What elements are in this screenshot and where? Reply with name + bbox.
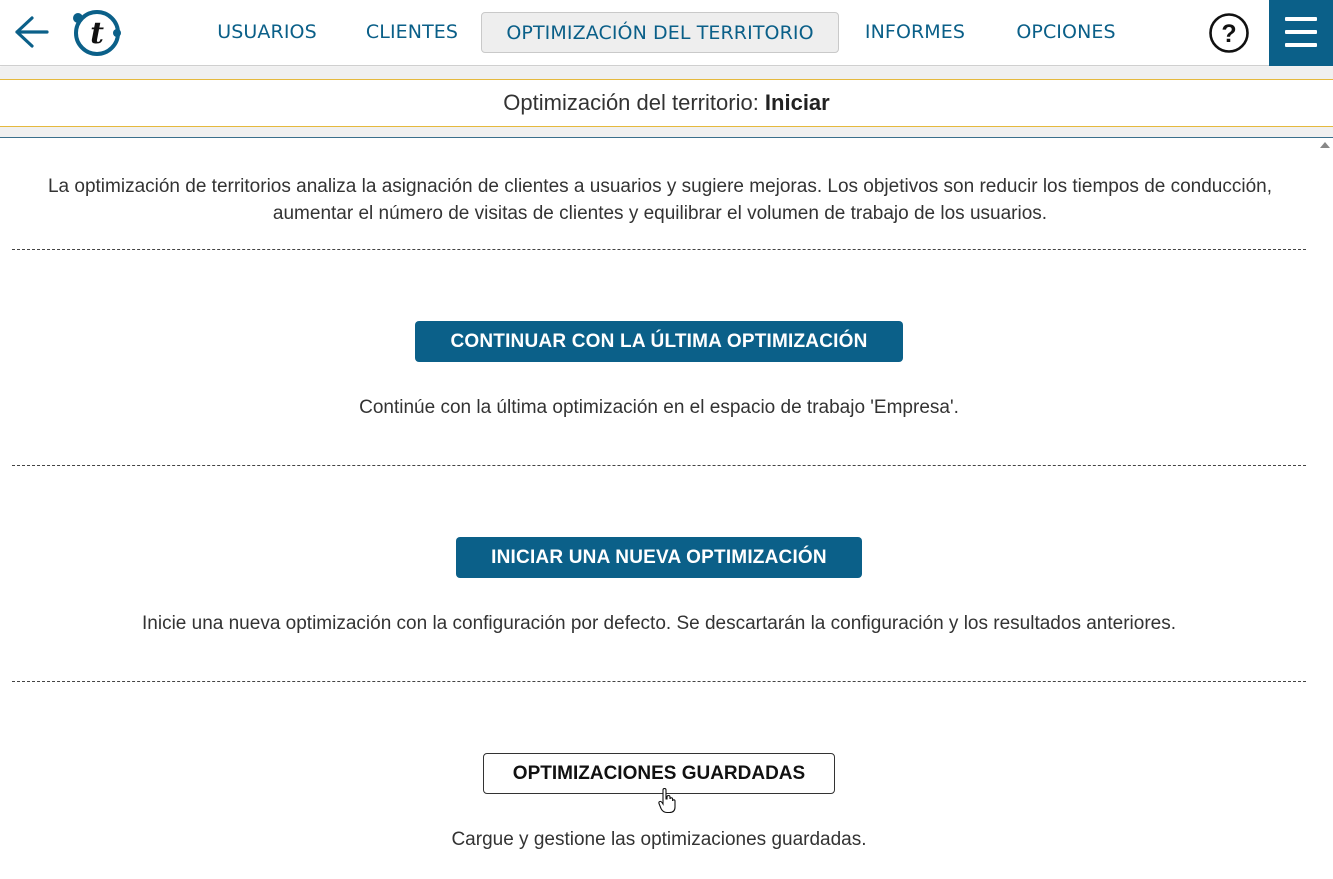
nav-item-informes[interactable]: INFORMES: [864, 21, 966, 43]
nav-item-usuarios[interactable]: USUARIOS: [217, 21, 317, 43]
nav-item-clientes[interactable]: CLIENTES: [365, 21, 459, 43]
scrollbar[interactable]: [1318, 139, 1333, 879]
continue-description: Continúe con la última optimización en el espacio de trabajo 'Empresa'.: [359, 397, 959, 418]
divider: [12, 681, 1306, 682]
nav-item-opciones[interactable]: OPCIONES: [1016, 21, 1116, 43]
top-nav-bar: [0, 0, 1333, 66]
new-optimization-description: Inicie una nueva optimización con la configuración por defecto. Se descartarán la configuración y los resultados anteriores.: [142, 613, 1176, 634]
nav-item-optimizacion-territorio[interactable]: OPTIMIZACIÓN DEL TERRITORIO: [481, 12, 839, 53]
help-label: ?: [1221, 20, 1237, 48]
hamburger-menu-icon[interactable]: [1269, 0, 1333, 66]
divider: [12, 465, 1306, 466]
help-icon[interactable]: [1208, 12, 1250, 54]
continue-last-optimization-button[interactable]: CONTINUAR CON LA ÚLTIMA OPTIMIZACIÓN: [415, 321, 903, 362]
start-new-optimization-button[interactable]: INICIAR UNA NUEVA OPTIMIZACIÓN: [456, 537, 862, 578]
divider: [12, 249, 1306, 250]
header-spacer: [0, 67, 1333, 79]
intro-text: La optimización de territorios analiza la asignación de clientes a usuarios y sugiere mejoras. Los objetivos son reducir los tiempos de conducción, aumentar el número de visitas de clientes y equilibrar el volumen de trabajo de los usuarios.: [47, 176, 1273, 224]
scroll-up-arrow-icon[interactable]: [1320, 142, 1330, 148]
hand-cursor-icon: [658, 788, 676, 814]
page-title: [0, 79, 1333, 127]
page-title-bold: Iniciar: [764, 90, 830, 115]
app-logo-icon[interactable]: [70, 8, 122, 58]
title-spacer: [0, 127, 1333, 138]
svg-text:t: t: [90, 16, 104, 51]
main-content: [0, 139, 1318, 879]
saved-optimizations-description: Cargue y gestione las optimizaciones guardadas.: [451, 829, 867, 850]
saved-optimizations-button[interactable]: OPTIMIZACIONES GUARDADAS: [483, 753, 835, 794]
page-title-prefix: Optimización del territorio:: [503, 90, 765, 115]
back-arrow-icon[interactable]: [12, 14, 50, 50]
